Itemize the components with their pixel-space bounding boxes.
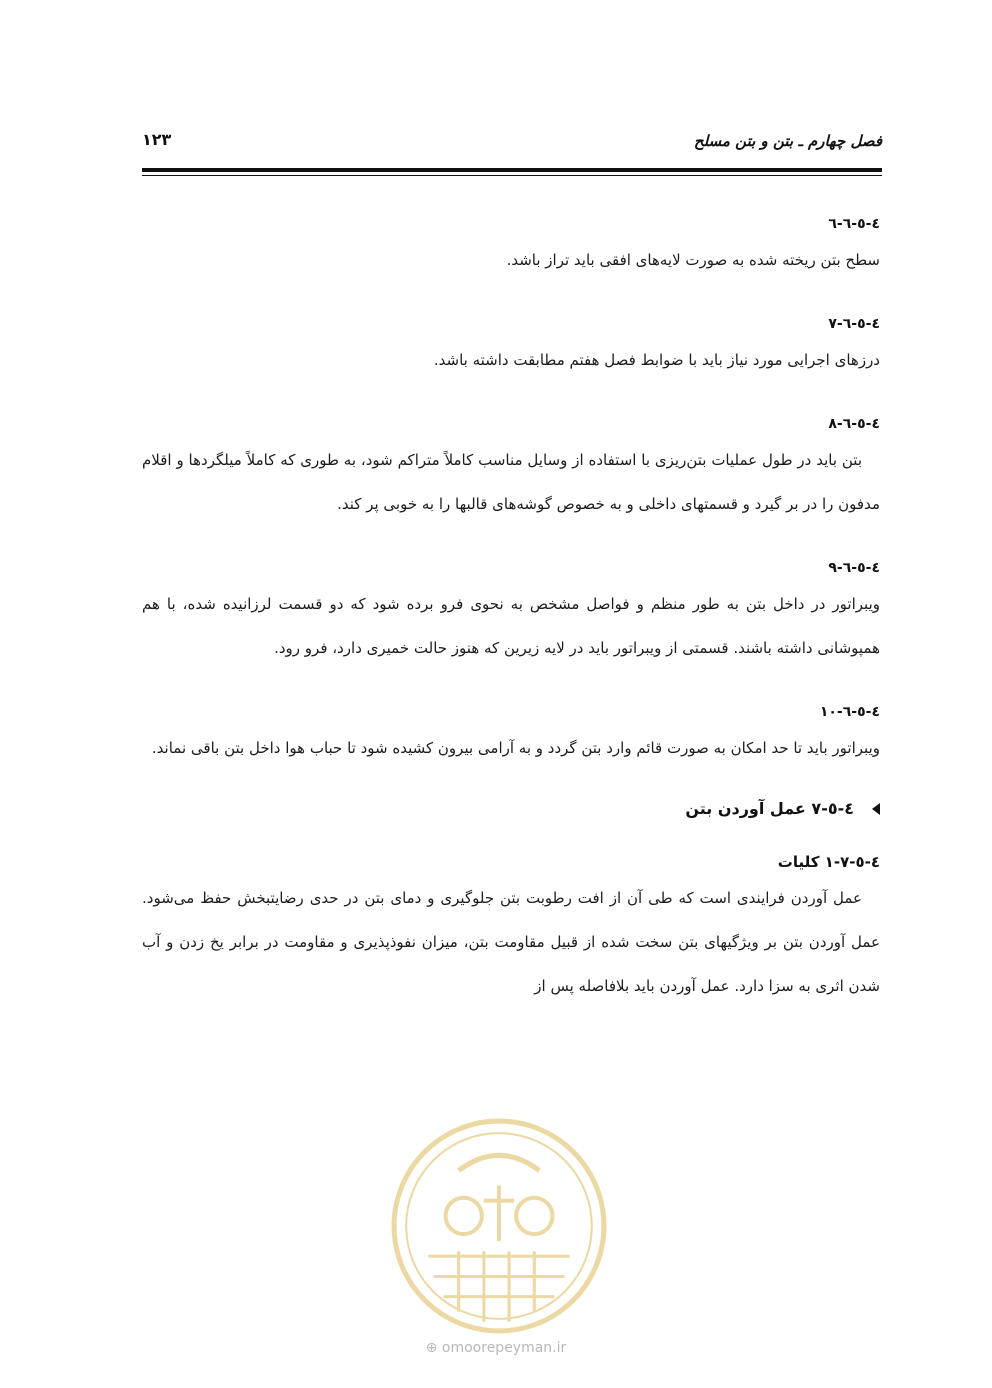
section-number: ٤-٥-٦-٩ bbox=[828, 560, 880, 576]
page-number: ۱۲۳ bbox=[142, 130, 172, 149]
page-content bbox=[142, 210, 880, 1008]
watermark-url: ⊕ omoorepeyman.ir bbox=[425, 1340, 567, 1356]
header-rule-thick bbox=[142, 168, 882, 172]
main-heading-text: ٤-٥-٧ عمل آوردن بتن bbox=[685, 799, 854, 818]
section-paragraph: ویبراتور در داخل بتن به طور منظم و فواصل مشخص به نحوی فرو برده شود که دو قسمت لرزانیده شده، با هم همپوشانی داشته باشند. قسمتی از ویبراتور باید در لایه زیرین که هنوز حالت خمیری دارد، فرو رود. bbox=[142, 595, 880, 657]
page-header bbox=[142, 128, 882, 164]
watermark-seal bbox=[388, 1115, 610, 1337]
globe-icon: ⊕ bbox=[425, 1340, 438, 1356]
section-paragraph: بتن باید در طول عملیات بتن‌ریزی با استفاده از وسایل مناسب کاملاً متراکم شود، به طوری که کاملاً میلگردها و اقلام مدفون را در بر گیرد و قسمتهای داخلی و به خصوص گوشه‌های قالبها را به خوبی پر کند. bbox=[142, 451, 880, 513]
section-number: ٤-٥-٦-٧ bbox=[828, 316, 880, 332]
section-number: ٤-٥-٦-١٠ bbox=[819, 704, 880, 720]
section-paragraph: سطح بتن ریخته شده به صورت لایه‌های افقی باید تراز باشد. bbox=[506, 251, 880, 269]
section-number: ٤-٥-٦-٦ bbox=[828, 216, 880, 232]
final-paragraph: عمل آوردن فرایندی است که طی آن از افت رطوبت بتن جلوگیری و دمای بتن در حدی رضایتبخش حفظ می‌شود. عمل آوردن بتن بر ویژگیهای بتن سخت شده از قبیل مقاومت بتن، میزان نفوذپذیری و مقاومت در برابر یخ زدن و آب شدن اثری به سزا دارد. عمل آوردن باید بلافاصله پس از bbox=[142, 889, 880, 995]
sub-heading: ٤-٥-٧-١ کلیات bbox=[777, 853, 880, 871]
main-heading bbox=[142, 794, 880, 824]
section-paragraph: درزهای اجرایی مورد نیاز باید با ضوابط فصل هفتم مطابقت داشته باشد. bbox=[433, 351, 880, 369]
triangle-bullet-icon bbox=[872, 803, 880, 815]
section-number: ٤-٥-٦-٨ bbox=[828, 416, 880, 432]
running-title: فصل چهارم ـ بتن و بتن مسلح bbox=[693, 132, 882, 150]
section-paragraph: ویبراتور باید تا حد امکان به صورت قائم وارد بتن گردد و به آرامی بیرون کشیده شود تا حباب هوا داخل بتن باقی نماند. bbox=[151, 739, 880, 757]
header-rule-thin bbox=[142, 175, 882, 176]
